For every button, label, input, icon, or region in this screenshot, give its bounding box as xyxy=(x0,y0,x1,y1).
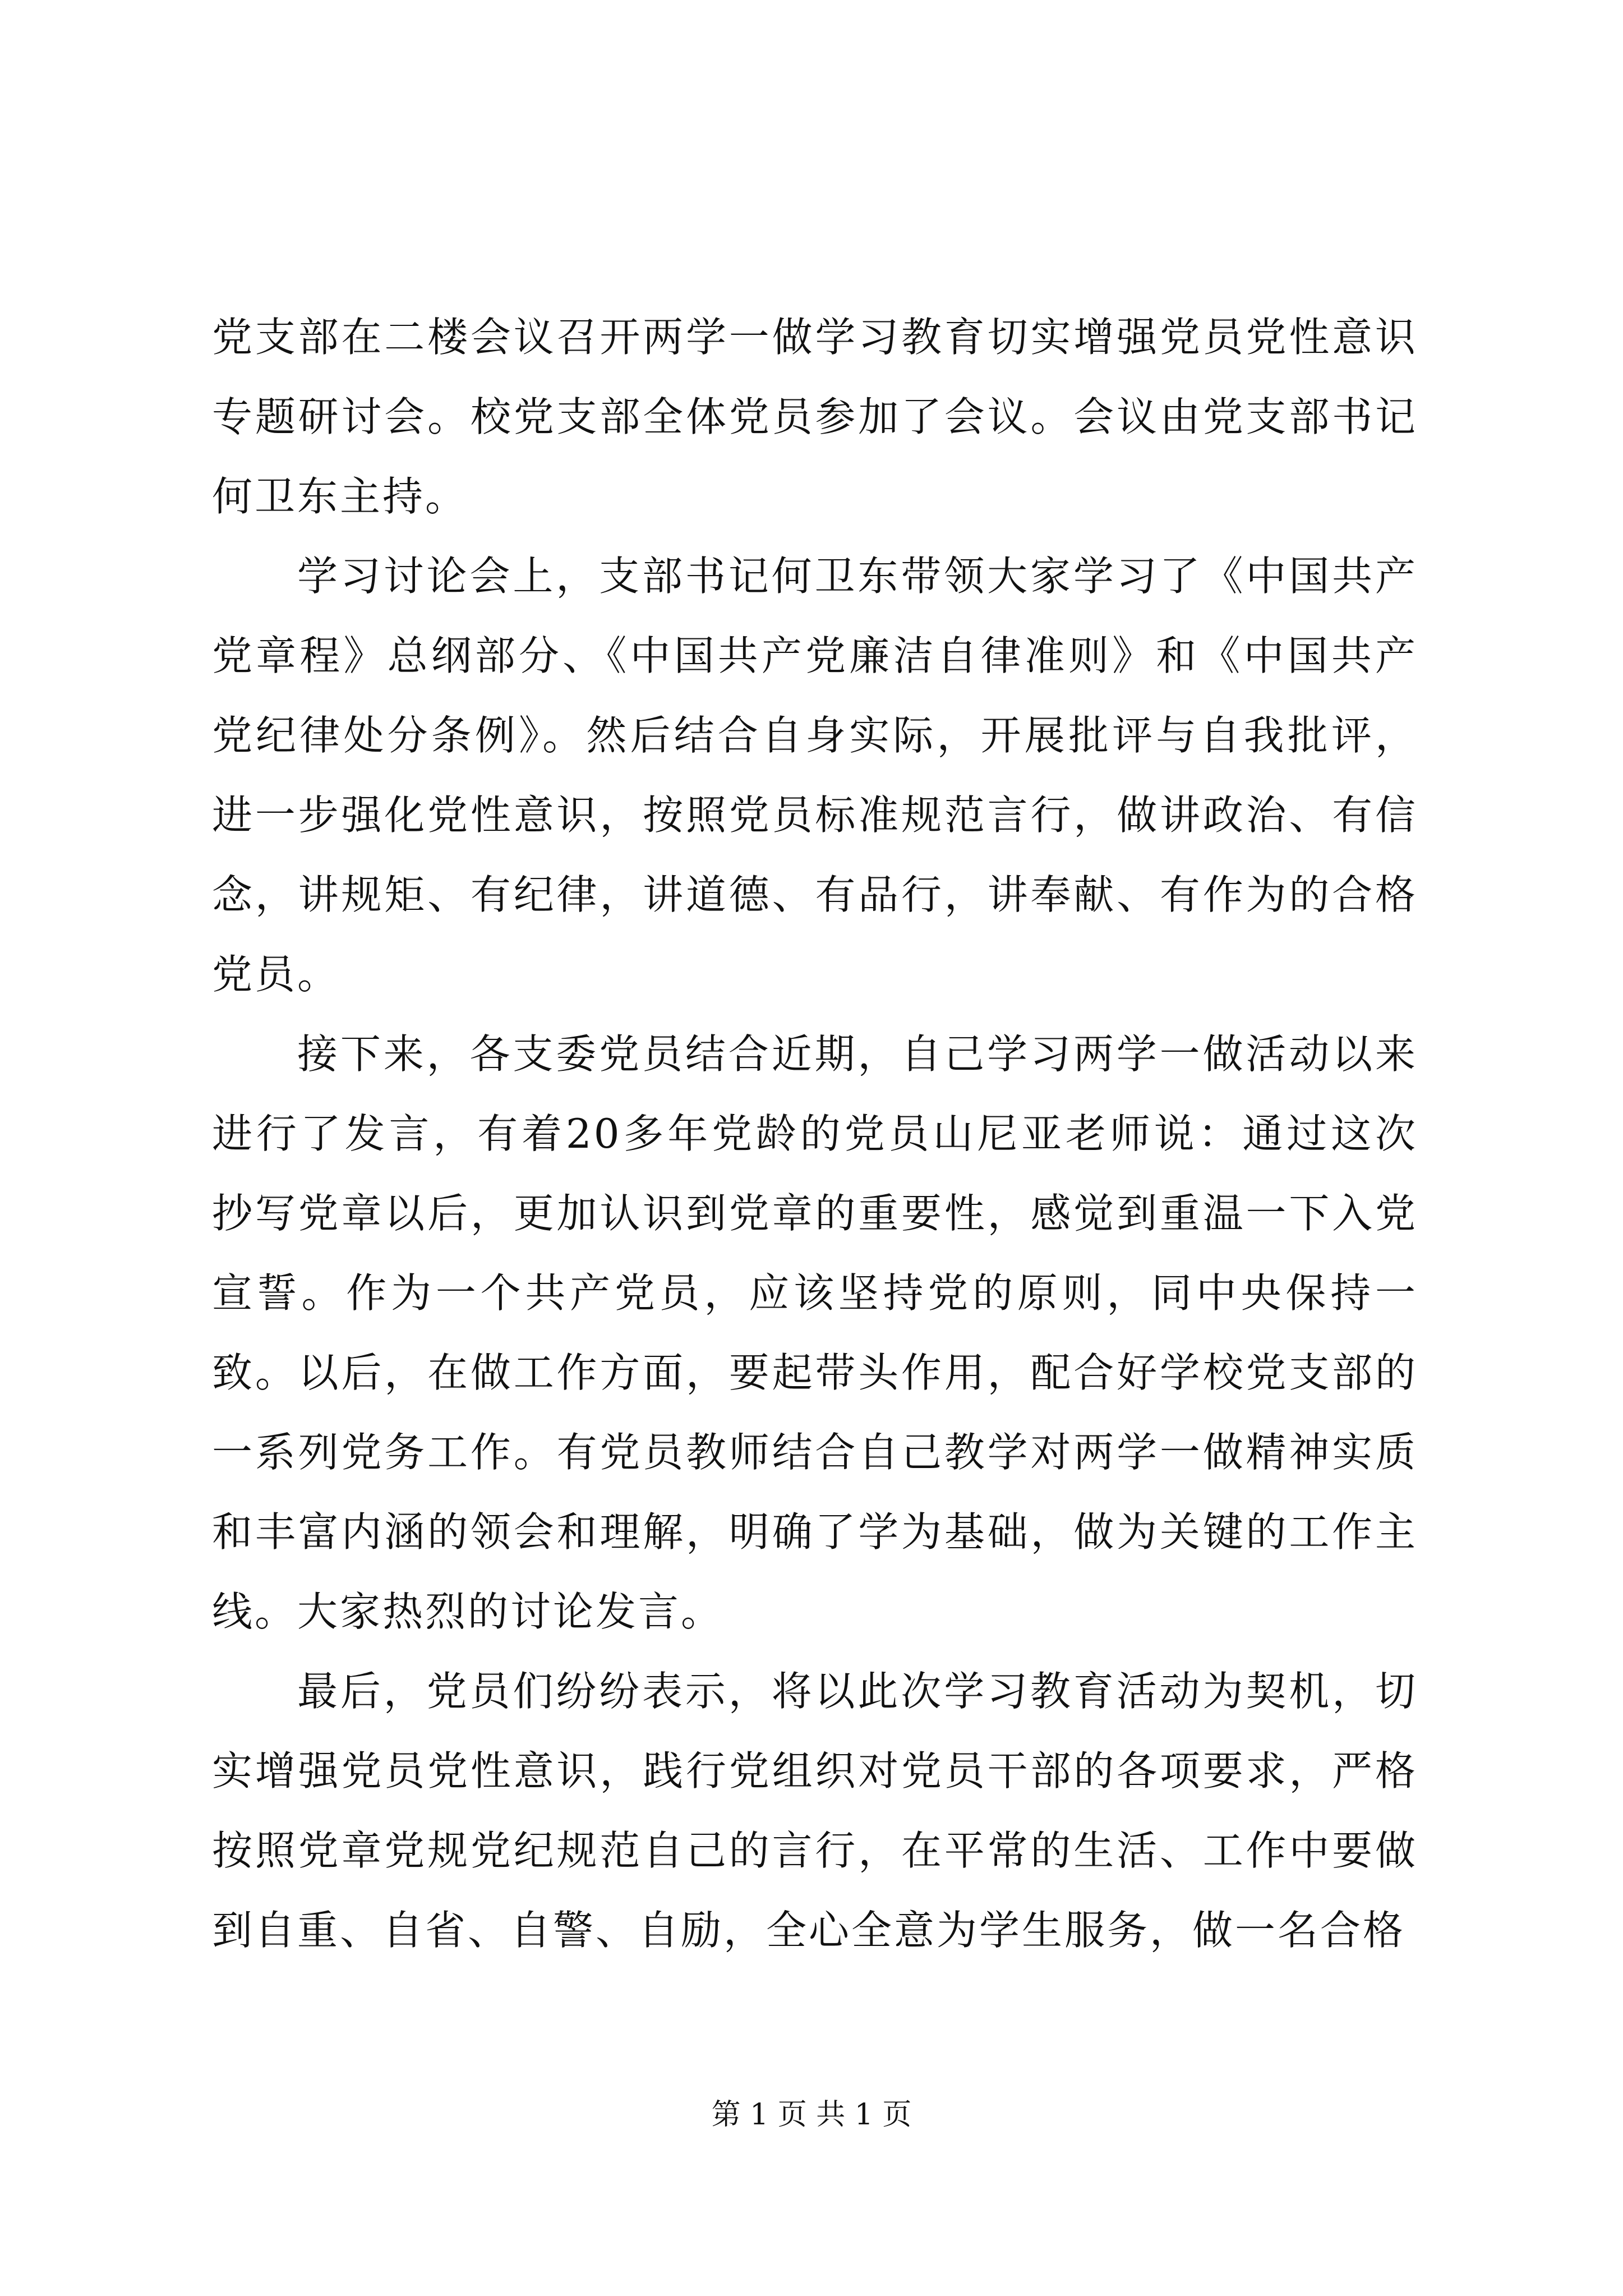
paragraph-2: 学习讨论会上，支部书记何卫东带领大家学习了《中国共产党章程》总纲部分、《中国共产党廉洁自律准则》和《中国共产党纪律处分条例》。然后结合自身实际，开展批评与自我批评，进一步强化党性意识，按照党员标准规范言行，做讲政治、有信念，讲规矩、有纪律，讲道德、有品行，讲奉献、有作为的合格党员。 xyxy=(212,553,1418,998)
paragraph-1: 党支部在二楼会议召开两学一做学习教育切实增强党员党性意识专题研讨会。校党支部全体党员参加了会议。会议由党支部书记何卫东主持。 xyxy=(212,314,1418,520)
page-footer: 第 1 页 共 1 页 xyxy=(711,2098,912,2132)
paragraph-4: 最后，党员们纷纷表示，将以此次学习教育活动为契机，切实增强党员党性意识，践行党组织对党员干部的各项要求，严格按照党章党规党纪规范自己的言行，在平常的生活、工作中要做到自重、自省、自警、自励，全心全意为学生服务，做一名合格 xyxy=(212,1668,1418,1954)
paragraph-3: 接下来，各支委党员结合近期，自己学习两学一做活动以来进行了发言，有着20多年党龄的党员山尼亚老师说：通过这次抄写党章以后，更加认识到党章的重要性，感觉到重温一下入党宣誓。作为一个共产党员，应该坚持党的原则，同中央保持一致。以后，在做工作方面，要起带头作用，配合好学校党支部的一系列党务工作。有党员教师结合自己教学对两学一做精神实质和丰富内涵的领会和理解，明确了学为基础，做为关键的工作主线。大家热烈的讨论发言。 xyxy=(212,1030,1418,1635)
document-body xyxy=(212,297,1418,1970)
